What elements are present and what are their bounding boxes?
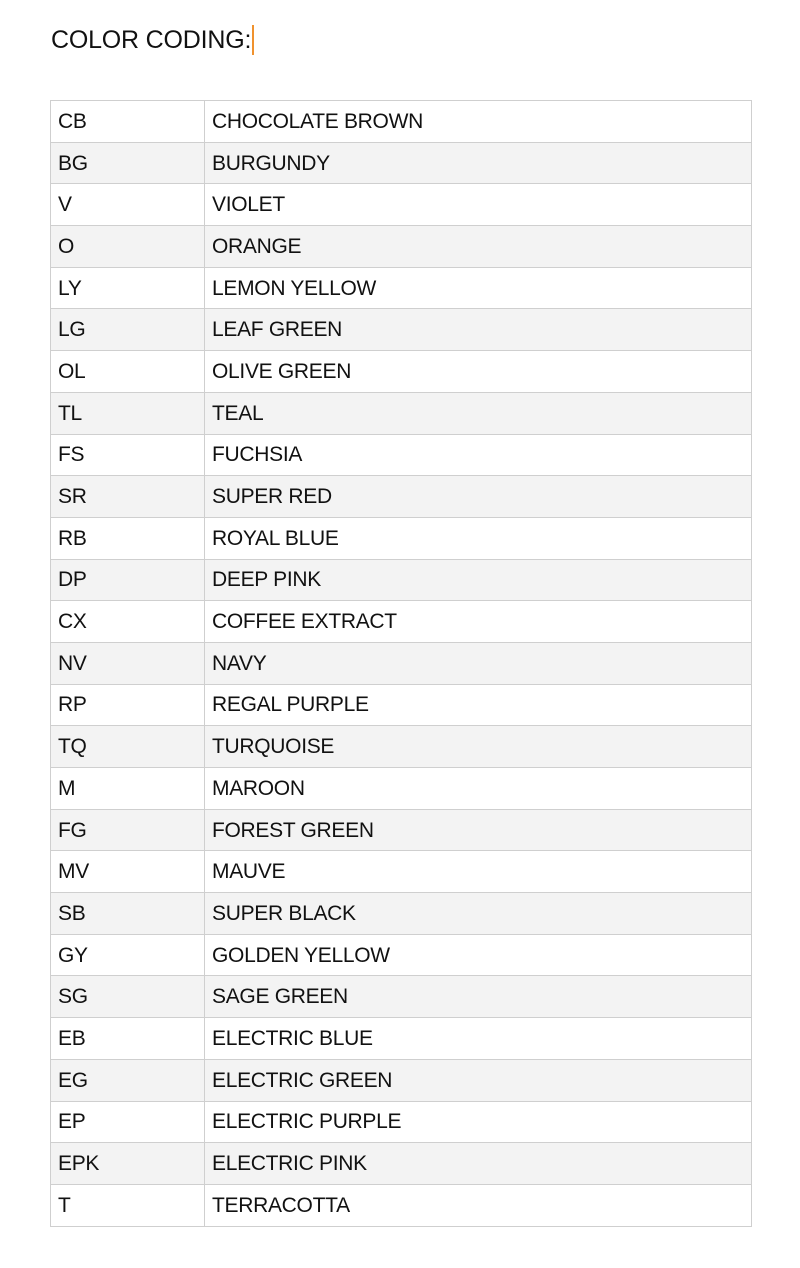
color-name-cell[interactable]: SUPER BLACK <box>205 893 752 935</box>
table-row <box>51 809 752 851</box>
table-row <box>51 434 752 476</box>
table-row <box>51 101 752 143</box>
color-code-cell[interactable]: GY <box>51 934 205 976</box>
color-name-cell[interactable]: VIOLET <box>205 184 752 226</box>
table-row <box>51 1184 752 1226</box>
table-row <box>51 184 752 226</box>
color-name-cell[interactable]: LEMON YELLOW <box>205 267 752 309</box>
table-row <box>51 684 752 726</box>
color-code-cell[interactable]: LG <box>51 309 205 351</box>
color-code-cell[interactable]: EPK <box>51 1143 205 1185</box>
color-name-cell[interactable]: SUPER RED <box>205 476 752 518</box>
color-code-cell[interactable]: LY <box>51 267 205 309</box>
color-name-cell[interactable]: CHOCOLATE BROWN <box>205 101 752 143</box>
table-row <box>51 601 752 643</box>
color-name-cell[interactable]: BURGUNDY <box>205 142 752 184</box>
color-name-cell[interactable]: GOLDEN YELLOW <box>205 934 752 976</box>
color-name-cell[interactable]: FOREST GREEN <box>205 809 752 851</box>
color-name-cell[interactable]: ELECTRIC PURPLE <box>205 1101 752 1143</box>
color-code-cell[interactable]: T <box>51 1184 205 1226</box>
table-row <box>51 309 752 351</box>
table-row <box>51 893 752 935</box>
table-row <box>51 351 752 393</box>
color-code-cell[interactable]: SR <box>51 476 205 518</box>
color-code-cell[interactable]: NV <box>51 642 205 684</box>
color-code-table-body <box>51 101 752 1227</box>
table-row <box>51 1101 752 1143</box>
color-name-cell[interactable]: MAROON <box>205 768 752 810</box>
color-code-cell[interactable]: SG <box>51 976 205 1018</box>
color-code-cell[interactable]: CB <box>51 101 205 143</box>
color-name-cell[interactable]: ELECTRIC PINK <box>205 1143 752 1185</box>
color-name-cell[interactable]: TERRACOTTA <box>205 1184 752 1226</box>
table-row <box>51 768 752 810</box>
color-code-cell[interactable]: TQ <box>51 726 205 768</box>
color-code-cell[interactable]: TL <box>51 392 205 434</box>
color-name-cell[interactable]: ELECTRIC BLUE <box>205 1018 752 1060</box>
color-name-cell[interactable]: COFFEE EXTRACT <box>205 601 752 643</box>
color-code-cell[interactable]: MV <box>51 851 205 893</box>
color-code-cell[interactable]: EG <box>51 1059 205 1101</box>
table-row <box>51 392 752 434</box>
document-title-text: COLOR CODING: <box>51 26 252 54</box>
color-code-cell[interactable]: FG <box>51 809 205 851</box>
color-code-cell[interactable]: BG <box>51 142 205 184</box>
table-row <box>51 851 752 893</box>
color-name-cell[interactable]: LEAF GREEN <box>205 309 752 351</box>
color-code-cell[interactable]: EB <box>51 1018 205 1060</box>
color-code-cell[interactable]: FS <box>51 434 205 476</box>
color-code-cell[interactable]: CX <box>51 601 205 643</box>
color-name-cell[interactable]: REGAL PURPLE <box>205 684 752 726</box>
color-name-cell[interactable]: ORANGE <box>205 226 752 268</box>
color-code-cell[interactable]: DP <box>51 559 205 601</box>
color-name-cell[interactable]: ELECTRIC GREEN <box>205 1059 752 1101</box>
color-code-cell[interactable]: O <box>51 226 205 268</box>
table-row <box>51 1143 752 1185</box>
table-row <box>51 642 752 684</box>
color-code-cell[interactable]: EP <box>51 1101 205 1143</box>
table-row <box>51 476 752 518</box>
table-row <box>51 726 752 768</box>
color-name-cell[interactable]: FUCHSIA <box>205 434 752 476</box>
color-name-cell[interactable]: NAVY <box>205 642 752 684</box>
color-code-cell[interactable]: M <box>51 768 205 810</box>
color-code-cell[interactable]: OL <box>51 351 205 393</box>
color-name-cell[interactable]: SAGE GREEN <box>205 976 752 1018</box>
color-name-cell[interactable]: ROYAL BLUE <box>205 517 752 559</box>
table-row <box>51 142 752 184</box>
table-row <box>51 934 752 976</box>
color-name-cell[interactable]: TURQUOISE <box>205 726 752 768</box>
table-row <box>51 517 752 559</box>
color-name-cell[interactable]: DEEP PINK <box>205 559 752 601</box>
color-code-cell[interactable]: V <box>51 184 205 226</box>
color-code-table <box>50 100 752 1227</box>
table-row <box>51 226 752 268</box>
document-title[interactable] <box>51 22 254 58</box>
color-name-cell[interactable]: TEAL <box>205 392 752 434</box>
text-cursor <box>252 25 254 55</box>
color-name-cell[interactable]: MAUVE <box>205 851 752 893</box>
color-code-cell[interactable]: RB <box>51 517 205 559</box>
table-row <box>51 267 752 309</box>
table-row <box>51 1018 752 1060</box>
color-name-cell[interactable]: OLIVE GREEN <box>205 351 752 393</box>
table-row <box>51 976 752 1018</box>
table-row <box>51 1059 752 1101</box>
color-code-cell[interactable]: RP <box>51 684 205 726</box>
table-row <box>51 559 752 601</box>
color-code-cell[interactable]: SB <box>51 893 205 935</box>
